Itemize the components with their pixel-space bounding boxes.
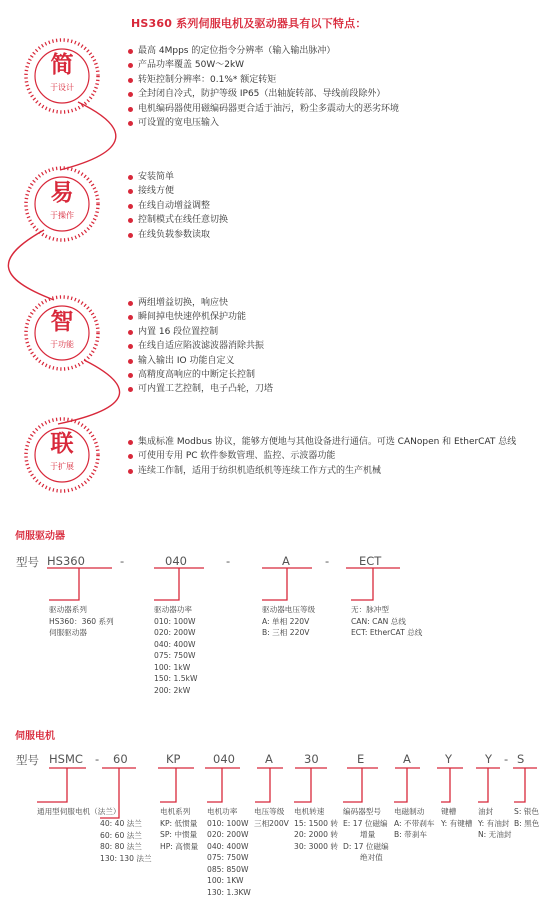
motor-section-title: 伺服电机 [15, 731, 55, 742]
feature-item: 电机编码器使用磁编码器更合适于油污，粉尘多震动大的恶劣环境 [127, 102, 399, 116]
badge-sub: 于功能 [50, 340, 74, 349]
feature-item: 转矩控制分辨率：0.1%* 额定转矩 [127, 73, 399, 87]
motor-label-encoder: 编码器型号 E: 17 位磁编 增量 D: 17 位磁编 绝对值 [343, 807, 389, 862]
motor-label-oilseal: 油封 Y: 有油封 N: 无油封 [478, 807, 512, 839]
motor-code-power: 040 [213, 752, 235, 766]
driver-code-series: HS360 [47, 554, 85, 568]
motor-code-oilseal: Y [485, 752, 493, 766]
driver-code-comm: ECT [359, 554, 382, 568]
motor-label-keyway: 键槽 Y: 有键槽 [441, 807, 473, 828]
feature-item: 在线负载参数读取 [127, 228, 228, 242]
feature-item: 内置 16 段位置控制 [127, 325, 273, 339]
motor-label-type: 通用型伺服电机（法兰） [37, 807, 121, 816]
badge-sub: 于设计 [50, 83, 74, 92]
feature-item: 可内置工艺控制，电子凸轮，刀塔 [127, 382, 273, 396]
motor-model-prefix: 型号 [16, 753, 39, 767]
motor-code-color: S [517, 752, 525, 766]
motor-label-flange: 40: 40 法兰 60: 60 法兰 80: 80 法兰 130: 130 法兰 [100, 819, 152, 863]
feature-item: 接线方便 [127, 184, 228, 198]
badge-sub: 于扩展 [50, 462, 74, 471]
badge-char: 联 [50, 431, 74, 457]
motor-label-brake: 电磁制动 A: 不带刹车 B: 带刹车 [394, 807, 435, 839]
motor-code-type: HSMC [49, 752, 83, 766]
motor-label-speed: 电机转速 15: 1500 转 20: 2000 转 30: 3000 转 [294, 807, 338, 851]
page-heading: HS360 系列伺服电机及驱动器具有以下特点： [131, 17, 367, 30]
motor-code-sep: - [504, 752, 509, 766]
motor-code-series: KP [166, 752, 181, 766]
motor-code-speed: 30 [304, 752, 319, 766]
feature-item: 最高 4Mpps 的定位指令分辨率（输入输出脉冲） [127, 44, 399, 58]
driver-code-voltage: A [282, 554, 290, 568]
feature-item: 两组增益切换，响应快 [127, 296, 273, 310]
driver-model-prefix: 型号 [16, 555, 39, 569]
feature-item: 产品功率覆盖 50W～2kW [127, 58, 399, 72]
driver-code-sep: - [226, 554, 231, 568]
badge-char: 易 [50, 180, 74, 206]
feature-item: 在线自适应陷波滤波器消除共振 [127, 339, 273, 353]
feature-item: 安装简单 [127, 170, 228, 184]
motor-code-flange: 60 [113, 752, 128, 766]
driver-code-power: 040 [165, 554, 187, 568]
driver-code-sep: - [120, 554, 125, 568]
badge-char: 智 [50, 309, 74, 335]
motor-code-sep: - [95, 752, 100, 766]
badge-char: 简 [50, 52, 74, 78]
driver-code-sep: - [325, 554, 330, 568]
motor-label-series: 电机系列 KP: 低惯量 SP: 中惯量 HP: 高惯量 [160, 807, 199, 851]
feature-item: 高精度高响应的中断定长控制 [127, 368, 273, 382]
driver-label-voltage: 驱动器电压等级 A: 单相 220V B: 三相 220V [262, 605, 316, 637]
motor-label-color: S: 银色 B: 黑色 [514, 807, 540, 828]
feature-item: 在线自动增益调整 [127, 199, 228, 213]
motor-code-voltage: A [265, 752, 273, 766]
motor-label-power: 电机功率 010: 100W 020: 200W 040: 400W 075: 750W 085: 850W 100: 1KW 130: 1.3KW [207, 807, 251, 897]
feature-item: 控制模式在线任意切换 [127, 213, 228, 227]
feature-item: 瞬间掉电快速停机保护功能 [127, 310, 273, 324]
badge-sub: 于操作 [50, 211, 74, 220]
driver-section-title: 伺服驱动器 [15, 531, 65, 542]
feature-item: 可使用专用 PC 软件参数管理、监控、示波器功能 [127, 449, 516, 463]
driver-label-power: 驱动器功率 010: 100W 020: 200W 040: 400W 075: 750W 100: 1kW 150: 1.5kW 200: 2kW [154, 605, 198, 695]
motor-code-brake: A [403, 752, 411, 766]
feature-item: 输入输出 IO 功能自定义 [127, 354, 273, 368]
motor-code-keyway: Y [445, 752, 453, 766]
driver-label-comm: 无：脉冲型 CAN: CAN 总线 ECT: EtherCAT 总线 [351, 605, 423, 637]
motor-label-voltage: 电压等级 三相200V [254, 807, 289, 828]
motor-code-encoder: E [357, 752, 365, 766]
feature-item: 可设置的宽电压输入 [127, 116, 399, 130]
driver-label-series: 驱动器系列 HS360：360 系列 伺服驱动器 [49, 605, 114, 637]
feature-item: 连续工作制，适用于纺织机造纸机等连续工作方式的生产机械 [127, 464, 516, 478]
feature-item: 全封闭自冷式，防护等级 IP65（出轴旋转部、导线前段除外） [127, 87, 399, 101]
feature-item: 集成标准 Modbus 协议，能够方便地与其他设备进行通信。可选 CANopen 和 EtherCAT 总线 [127, 435, 516, 449]
